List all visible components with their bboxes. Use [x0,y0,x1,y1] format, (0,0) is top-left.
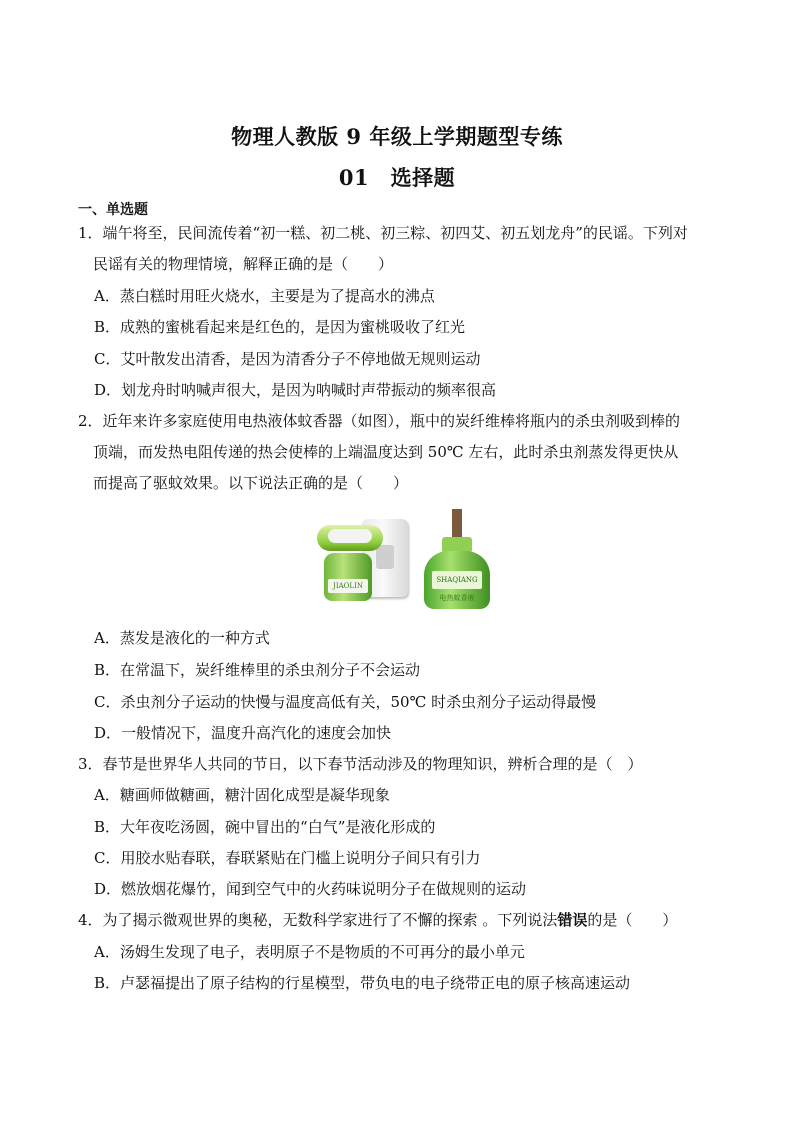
question-3-option-b: B．大年夜吃汤圆，碗中冒出的“白气”是液化形成的 [94,818,436,836]
question-3-line-1: 3．春节是世界华人共同的节日，以下春节活动涉及的物理知识，辨析合理的是（ ） [78,755,643,773]
question-4-lead: 4．为了揭示微观世界的奥秘，无数科学家进行了不懈的探索 。下列说法 [78,911,558,929]
question-2-option-b: B．在常温下，炭纤维棒里的杀虫剂分子不会运动 [94,661,421,679]
question-2-option-a: A．蒸发是液化的一种方式 [94,629,270,647]
mosquito-repellent-figure [312,507,502,609]
question-1-option-b: B．成熟的蜜桃看起来是红色的，是因为蜜桃吸收了红光 [94,318,466,336]
question-2-line-2: 顶端，而发热电阻传递的热会使棒的上端温度达到 50℃ 左右，此时杀虫剂蒸发得更快从 [93,443,679,461]
heater-bottle-image [324,553,372,601]
question-3-option-c: C．用胶水贴春联，春联紧贴在门槛上说明分子间只有引力 [94,849,481,867]
question-1-line-2: 民谣有关的物理情境，解释正确的是（ ） [93,255,394,273]
section-heading: 一、单选题 [78,202,148,218]
heater-bottle-label: JIAOLIN [328,579,368,593]
question-4-emphasis: 错误 [557,911,588,929]
document-subtitle: 01 选择题 [338,165,456,190]
liquid-bottle-image [424,551,490,609]
question-2-line-3: 而提高了驱蚊效果。以下说法正确的是（ ） [93,474,409,492]
document-title: 物理人教版 9 年级上学期题型专练 [231,124,563,149]
question-4-option-a: A．汤姆生发现了电子，表明原子不是物质的不可再分的最小单元 [94,943,525,961]
question-1-option-d: D．划龙舟时呐喊声很大，是因为呐喊时声带振动的频率很高 [94,381,497,399]
question-2-line-1: 2．近年来许多家庭使用电热液体蚊香器（如图），瓶中的炭纤维棒将瓶内的杀虫剂吸到棒的 [78,412,681,430]
liquid-bottle-label: SHAQIANG 电热蚊香液 [432,571,482,589]
question-3-option-d: D．燃放烟花爆竹，闻到空气中的火药味说明分子在做规则的运动 [94,880,527,898]
question-4-option-b: B．卢瑟福提出了原子结构的行星模型，带负电的电子绕带正电的原子核高速运动 [94,974,631,992]
question-1-line-1: 1．端午将至，民间流传着“初一糕、初二桃、初三粽、初四艾、初五划龙舟”的民谣。下列对 [78,224,688,242]
question-3-option-a: A．糖画师做糖画，糖汁固化成型是凝华现象 [94,786,390,804]
question-2-option-c: C．杀虫剂分子运动的快慢与温度高低有关，50℃ 时杀虫剂分子运动得最慢 [94,693,597,711]
question-1-option-a: A．蒸白糕时用旺火烧水，主要是为了提高水的沸点 [94,287,435,305]
question-4-tail: 的是（ ） [587,911,678,929]
question-2-option-d: D．一般情况下，温度升高汽化的速度会加快 [94,724,392,742]
question-1-option-c: C．艾叶散发出清香，是因为清香分子不停地做无规则运动 [94,350,481,368]
question-4-line-1 [78,910,677,930]
